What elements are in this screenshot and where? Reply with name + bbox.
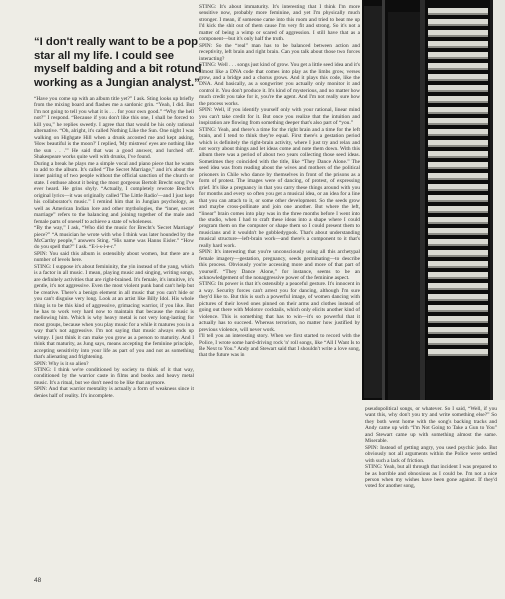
page-number: 48 [34,577,42,584]
paragraph: SPIN: And that warrior mentality is actually a form of weakness since it denies half of reality. It's incomplete. [34,386,194,399]
paragraph: “Have you come up with an album title yet?” I ask. Sting looks up briefly from the mixing board and flashes me a sardonic grin. “Yeah, I did. But I'm not going to tell you what it is . . . for your own good.” “Why the hell not?” I respond. “Because if you don't like this one, I shall be forced to kill you,” he replies sweetly. I agree that that would be his only rational alternative. “Oh, alright, it's called Nothing Like the Sun. One night I was walking on Highgate Hill when a drunk accosted me and kept asking, 'How beautiful is the moon?' I replied, 'My mistress' eyes are nothing like the sun . . .'” He said that was a good answer, and lurched off. Shakespeare works quite well with drunks, I've found. [34,96,194,161]
paragraph: I'll tell you an interesting story. When we first started to record with the Police, I wrote some hard-driving rock 'n' roll songs, like “All I Want Is to Be Next to You.” Andy and Stewart said that I shouldn't write a love song, that the future was in [199,333,360,359]
paragraph: SPIN: Well, if you identify yourself only with your rational, linear mind you can't take credit for it. But once you realize that the intuition and inspiration are flowing from something deeper that's also part of “you.” [199,107,360,127]
paragraph: STING: I suppose it's about femininity, the yin instead of the yang, which is a factor in all music. I mean, playing music and singing, writing songs, are definitely activities that are right-brained. It's female, it's intuitive, it's gentle, it's not aggressive. Even the most violent punk band can't help but be creative. There's a benign element in all music that you can't hide or you can't disguise very long. Look at an artist like Billy Idol. His whole thing is to be this kind of aggressive, grimacing warrior, if you like. But he has to work very hard now to maintain that because the music is mellowing him. Which is why heavy metal is not very long-lasting for most groups, because when you play music for a while it matures you in a way that's not aggressive. I'm not saying that music always ends up wimpy. I just think it can make you grow as a person to maturity. And I think that maturity, as Jung says, means accepting the feminine principle, accepting sensitivity into your life as part of you and not as something that's alienating and frightening. [34,263,194,361]
paragraph: SPIN: It's interesting that you're unconsciously using all this archetypal female imagery—gestation, pregnancy, seeds germinating—to describe this process. Obviously you're accessing more and more of that part of yourself. “They Dance Alone,” for instance, seems to be an acknowledgement of the nonaggressive power of the feminine aspect. [199,249,360,282]
paragraph: During a break he plays me a simple vocal and piano piece that he wants to add to the album. It's called “The Secret Marriage,” and it's about the inner pairing of two people without the official sanction of the church or state. I enthuse about it being the most gorgeous Bertolt Brecht song I've ever heard. He grins shyly. “Actually, I completely rewrote Brecht's original lyrics—it was originally called 'The Little Radio'—and I just kept his collaborator's music.” I remind him that in Jungian psychology, as well as American Indian lore and other mythologies, the “inner, secret marriage” refers to the balancing and joining together of the male and female parts of oneself to achieve a state of wholeness. [34,160,194,225]
photo-window-shutters [362,0,505,400]
text-column-2 [199,4,360,579]
paragraph: STING: I think we're conditioned by society to think of it that way, conditioned by the warrior caste in films and books and heavy metal music. It's a ritual, but we don't need to be like that anymore. [34,367,194,386]
paragraph: STING: Yeah, but all through that incident I was prepared to be as horrible and obnoxious as I could be. I'm not a nice person when my wishes have been gone against. If they'd voted for another song, [365,464,497,490]
paragraph: “By the way,” I ask, “Who did the music for Brecht's 'Secret Marriage' piece?” “A musician he wrote with who I think was later hounded by the McCarthy people,” answers Sting. “His name was Hanns Eisler.” “How do you spell that?” I ask. “E-i-s-l-e-r.” [34,225,194,251]
text-column-1 [34,96,194,566]
paragraph: STING: Its power is that it's ostensibly a peaceful gesture. It's innocent in a way. Security forces can't arrest you for dancing, although I'm sure they'd like to. But this is such a powerful image, of women dancing with pictures of their loved ones pinned on their arms and clothes instead of going out there with Molotov cocktails, which only elicits another kind of violence. This is something that has to win—it's so powerful that it actually has to succeed. Whereas terrorism, no matter how justified by previous violence, will never work. [199,281,360,333]
paragraph: SPIN: You said this album is ostensibly about women, but there are a number of levels here. [34,250,194,264]
text-column-3 [365,406,497,576]
paragraph: SPIN: So the “real” man has to be balanced between action and receptivity, left brain and right brain. Can you talk about those two forces interacting? [199,42,360,62]
paragraph: SPIN: Instead of getting angry, you used psychic judo. But obviously not all arguments within the Police were settled with such a lack of friction. [365,444,497,464]
paragraph: SPIN: Why is it so alien? [34,360,89,367]
paragraph: STING: Yeah, and there's a time for the right brain and a time for the left brain, and I tend to think they're equal. First there's a gestation period which is definitely the right-brain activity, where I just try and relax and not worry about things and let ideas come and note them down. With this album there was a period of about two years collecting those seed ideas. Sometimes they coincided with the title, like “They Dance Alone.” The seed idea was from reading about the wives and mothers of the political prisoners in Chile who dance by themselves in front of the prisons as a form of protest. The images were of dancing, of protest, of expressing grief. It's like a pregnancy in that you carry these things around with you for months and every so often you get a musical idea, or an idea for a line that you can attach to it, or some other development. So the seeds grow and maybe cross-pollinate and join one another. But where the left, “linear” brain comes into play was in the three months before I went into the studio, when I had to craft these ideas into a shape where I could program them on the computer or shape them so I could present them to musicians and it wouldn't be gobbledygook. That's about understanding musical structure—left-brain work—and there's a component to it that's really hard work. [199,126,360,249]
paragraph: STING: It's about immaturity. It's interesting that I think I'm more sensitive now, probably more feminine, and yet I'm physically much stronger. I mean, if someone came into this room and tried to beat me up I'd kick the shit out of them cause I'm very fit and strong. So it's not a matter of being a wimp or scared of aggression. I still have that as a component—but it's only half the truth. [199,4,360,43]
paragraph: pseudopolitical songs, or whatever. So I said, “Well, if you want this, why don't you try and write something else?” So they both went home with the song's backing tracks and Andy came up with “I'm Not Going to Take a Gun to You” and Stewart came up with something almost the same. Miserable. [365,406,497,445]
pull-quote: “I don't really want to be a pop star all my life. I could see myself balding and a bit rotund working as a Jungian analyst.” [34,36,202,89]
paragraph: STING: Well . . . songs just kind of grow. You get a little seed idea and it's almost like a DNA code that comes into play as the limbs grow, verses grow, and a bridge and a chorus grows. And it plays this code, like the DNA. And basically, as a songwriter you actually only monitor it and control it. You don't produce it. It's kind of mysterious, and no matter how much credit you take for it, you're the agent. And I'm not really sure how the process works. [199,62,360,107]
